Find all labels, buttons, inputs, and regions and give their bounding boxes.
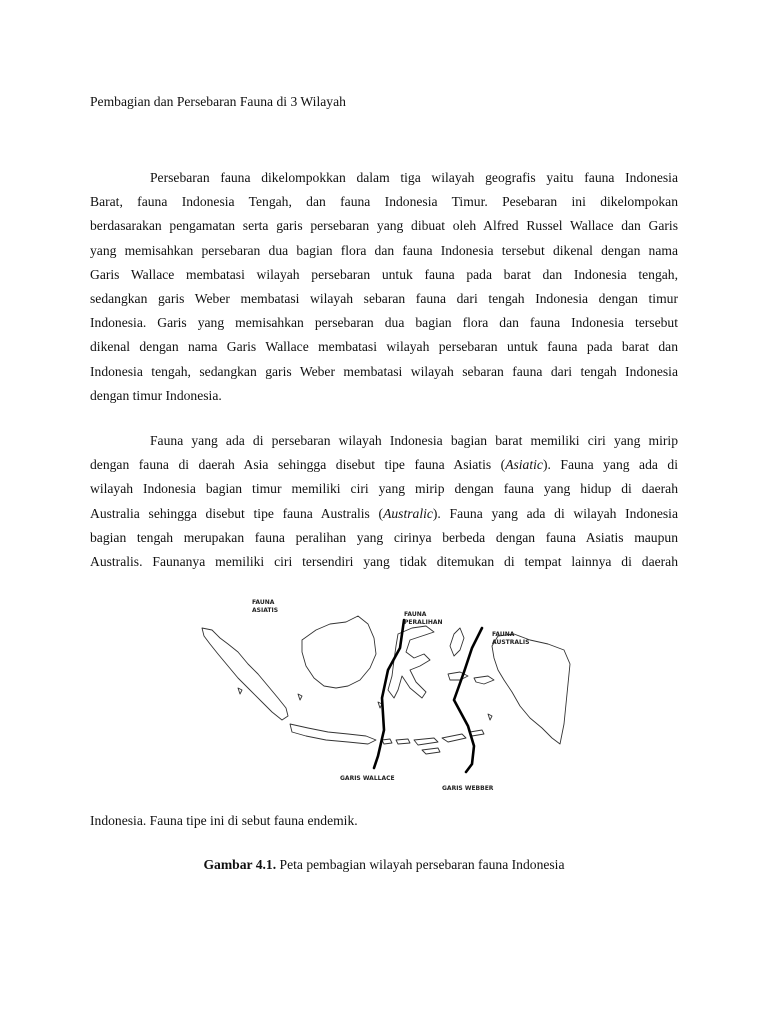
paragraph-1-line: Garis Wallace membatasi wilayah persebaran untuk fauna pada barat dan Indonesia tengah, — [90, 266, 678, 282]
line-text: ). Fauna yang ada di wilayah Indonesia — [432, 505, 678, 521]
nusa-tenggara-islands — [382, 739, 392, 744]
nusa-tenggara-islands — [414, 738, 438, 745]
caption-number: Gambar 4.1. — [203, 857, 277, 872]
maluku-islands — [450, 628, 464, 656]
paragraph-1-line: sedangkan garis Weber membatasi wilayah sebaran fauna dari tengah Indonesia dengan timur — [90, 291, 678, 307]
sumatra-island — [202, 628, 288, 720]
paragraph-1-line: berdasarakan pengamatan serta garis persebaran yang dibuat oleh Alfred Russel Wallace dan Garis — [90, 218, 678, 234]
line-text: dengan fauna di daerah Asia sehingga disebut tipe fauna Asiatis ( — [90, 457, 506, 473]
paragraph-2 — [90, 429, 678, 574]
maluku-islands — [474, 676, 494, 684]
paragraph-2-line: bagian tengah merupakan fauna peralihan yang cirinya berbeda dengan fauna Asiatis maupun — [90, 529, 678, 545]
weber-line — [454, 628, 482, 772]
paragraph-1-line: dikenal dengan nama Garis Wallace membatasi wilayah persebaran untuk fauna pada barat dan — [90, 339, 678, 355]
label-garis-webber: GARIS WEBBER — [442, 785, 494, 792]
paragraph-2-line — [90, 453, 678, 477]
paragraph-1-line: yang memisahkan persebaran dua bagian flora dan fauna Indonesia tersebut dikenal dengan nama — [90, 242, 678, 258]
wallace-line — [374, 620, 404, 768]
document-title: Pembagian dan Persebaran Fauna di 3 Wilayah — [90, 94, 346, 109]
maluku-islands — [448, 672, 468, 680]
paragraph-1-line: Persebaran fauna dikelompokkan dalam tiga wilayah geografis yaitu fauna Indonesia — [150, 170, 678, 185]
paragraph-1-line: dengan timur Indonesia. — [90, 387, 222, 403]
nusa-tenggara-islands — [442, 734, 466, 742]
paragraph-1 — [90, 166, 678, 408]
line-text: Australia sehingga disebut tipe fauna Australis ( — [90, 505, 384, 521]
java-island — [290, 724, 376, 744]
paragraph-2-line: Fauna yang ada di persebaran wilayah Indonesia bagian barat memiliki ciri yang mirip — [150, 433, 678, 448]
paragraph-1-line: Indonesia. Garis yang memisahkan persebaran dua bagian flora dan fauna Indonesia tersebut — [90, 315, 678, 331]
label-fauna-asiatis-1: FAUNA — [252, 599, 275, 606]
nusa-tenggara-islands — [422, 748, 440, 754]
paragraph-2-continuation: Indonesia. Fauna tipe ini di sebut fauna endemik. — [90, 813, 358, 828]
italic-term-australic: Australic — [383, 505, 433, 521]
label-garis-wallace: GARIS WALLACE — [340, 775, 395, 782]
sulawesi-island — [388, 626, 434, 698]
paragraph-1-line: Barat, fauna Indonesia Tengah, dan fauna Indonesia Timur. Pesebaran ini dikelompokan — [90, 194, 678, 210]
label-fauna-asiatis-2: ASIATIS — [252, 607, 279, 614]
italic-term-asiatic: Asiatic — [505, 457, 543, 473]
line-text: ). Fauna yang ada di — [542, 457, 678, 473]
kalimantan-island — [302, 616, 376, 688]
caption-text: Peta pembagian wilayah persebaran fauna Indonesia — [276, 857, 565, 872]
paragraph-2-line: Australis. Faunanya memiliki ciri tersendiri yang tidak ditemukan di tempat lainnya di daerah — [90, 554, 678, 570]
papua-island — [492, 634, 570, 744]
label-fauna-australis-2: AUSTRALIS — [492, 639, 530, 646]
paragraph-2-line — [90, 502, 678, 526]
label-fauna-peralihan-1: FAUNA — [404, 611, 427, 618]
paragraph-1-line: Indonesia tengah, sedangkan garis Weber membatasi wilayah sebaran fauna dari tengah Indonesia — [90, 363, 678, 379]
label-fauna-peralihan-2: PERALIHAN — [404, 619, 443, 626]
nusa-tenggara-islands — [396, 739, 410, 744]
nusa-tenggara-islands — [470, 730, 484, 736]
label-fauna-australis-1: FAUNA — [492, 631, 515, 638]
map-svg — [198, 594, 574, 794]
figure-caption — [0, 856, 768, 874]
paragraph-2-line: wilayah Indonesia bagian timur memiliki ciri yang mirip dengan fauna yang hidup di daerah — [90, 481, 678, 497]
fauna-distribution-map — [198, 594, 574, 794]
